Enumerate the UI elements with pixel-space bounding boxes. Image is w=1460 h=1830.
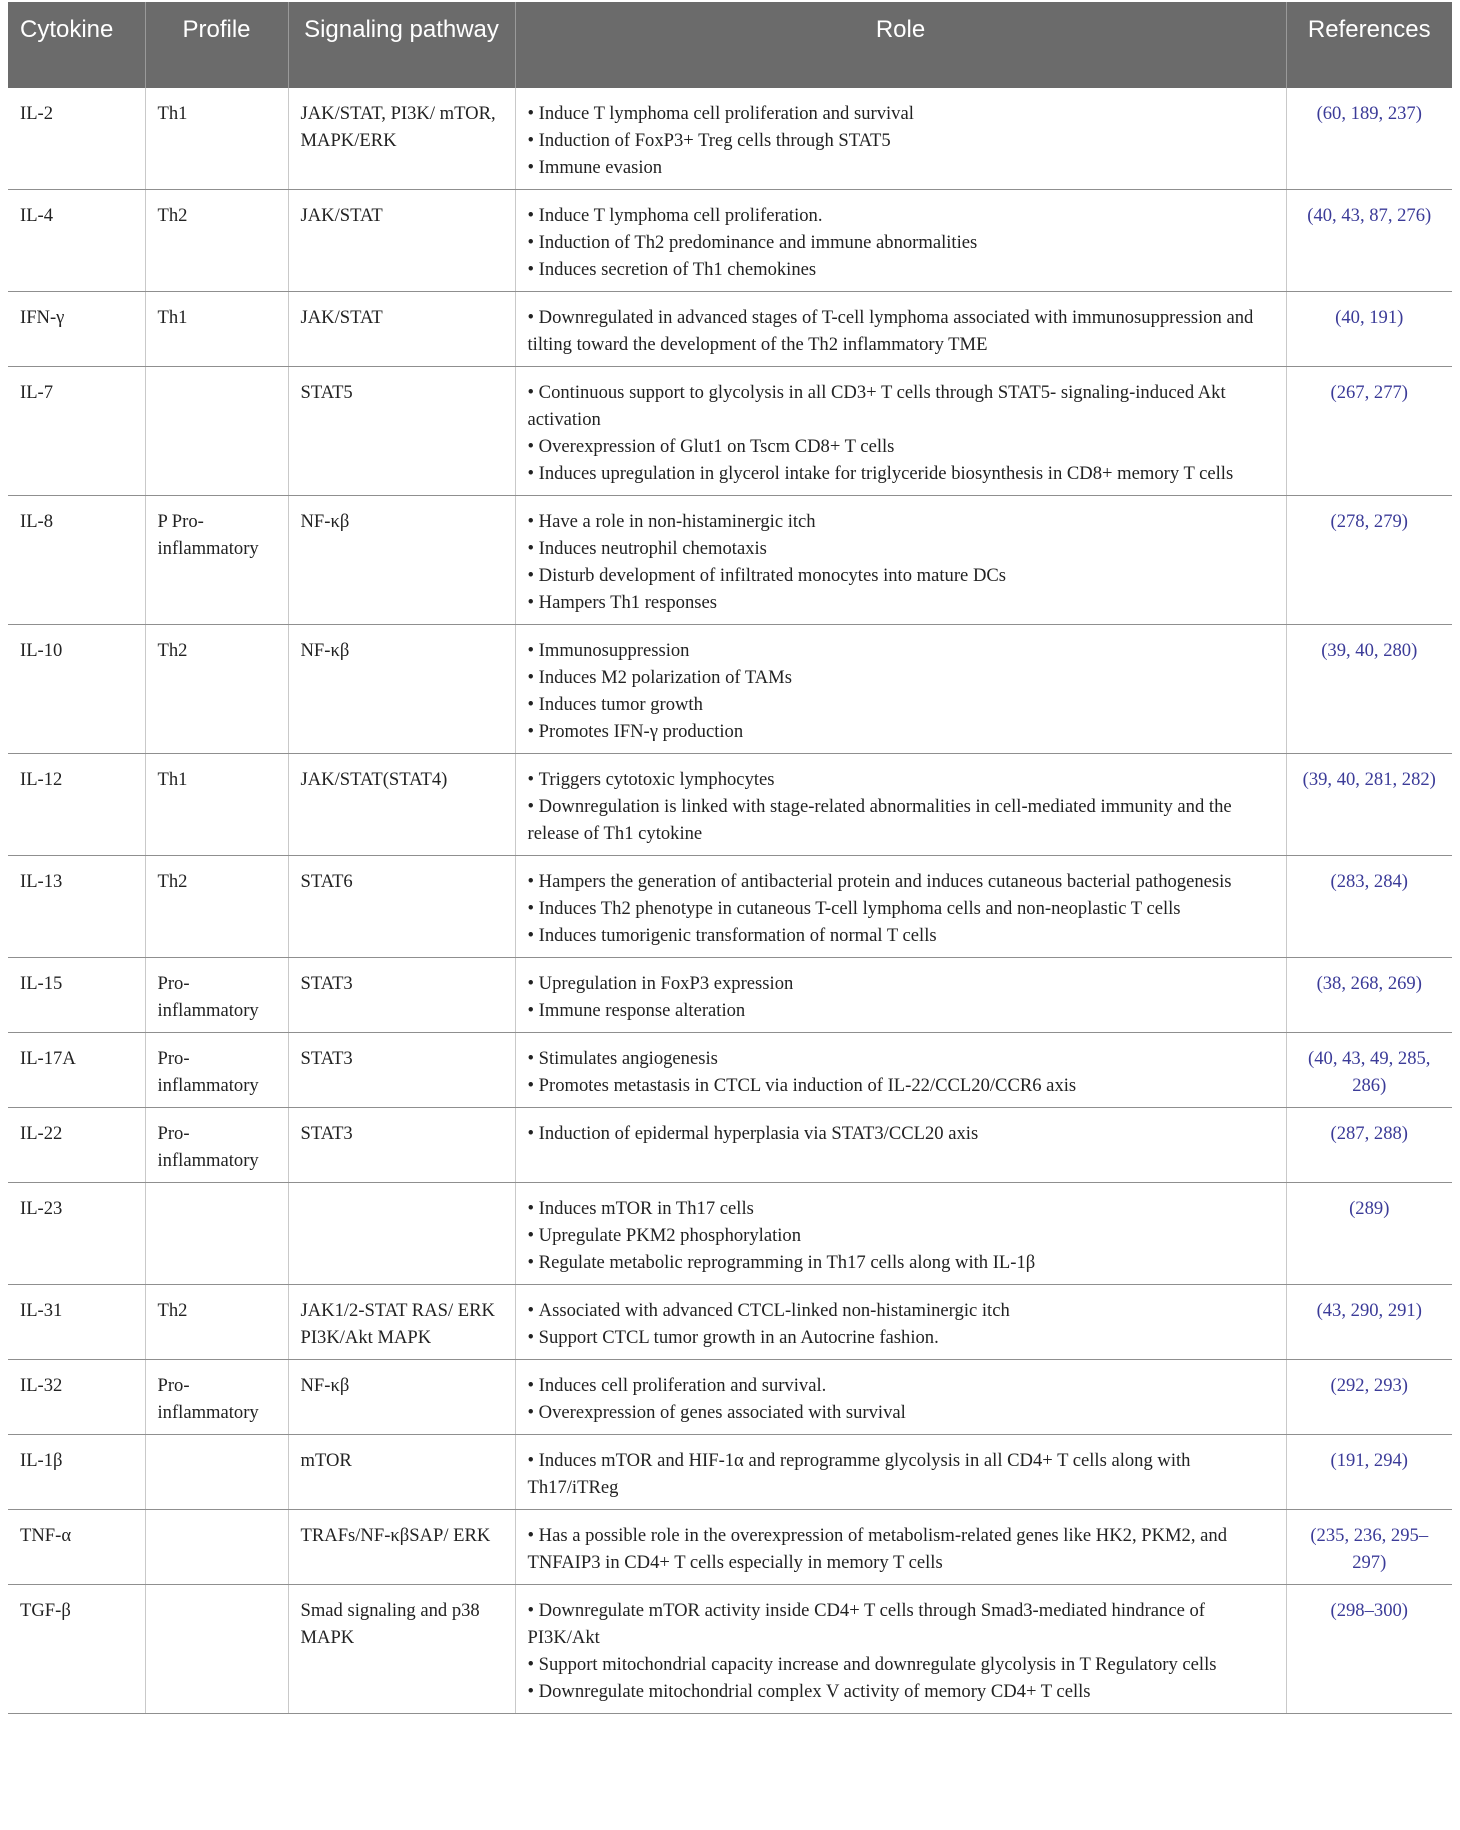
- role-item: • Induces secretion of Th1 chemokines: [528, 256, 1274, 283]
- cell-role: [515, 856, 1286, 958]
- role-item: • Immune response alteration: [528, 997, 1274, 1024]
- cell-signaling-pathway: JAK1/2-STAT RAS/ ERK PI3K/Akt MAPK: [288, 1285, 515, 1360]
- role-list: [528, 1120, 1274, 1147]
- role-item: • Induces mTOR and HIF-1α and reprogramme glycolysis in all CD4+ T cells along with Th17/iTReg: [528, 1447, 1274, 1501]
- cell-signaling-pathway: [288, 1183, 515, 1285]
- cell-role: [515, 1183, 1286, 1285]
- role-item: • Induction of FoxP3+ Treg cells through STAT5: [528, 127, 1274, 154]
- role-list: [528, 379, 1274, 487]
- cell-role: [515, 1360, 1286, 1435]
- table-row: [8, 88, 1452, 190]
- role-item: • Overexpression of Glut1 on Tscm CD8+ T cells: [528, 433, 1274, 460]
- cell-cytokine: IL-10: [8, 625, 145, 754]
- table-header: [8, 2, 1452, 88]
- role-item: • Downregulated in advanced stages of T-cell lymphoma associated with immunosuppression and tilting toward the development of the Th2 inflammatory TME: [528, 304, 1274, 358]
- role-item: • Associated with advanced CTCL-linked non-histaminergic itch: [528, 1297, 1274, 1324]
- cell-references: (39, 40, 281, 282): [1286, 754, 1452, 856]
- table-row: [8, 1585, 1452, 1714]
- cell-references: (278, 279): [1286, 496, 1452, 625]
- cell-signaling-pathway: NF-κβ: [288, 1360, 515, 1435]
- role-list: [528, 508, 1274, 616]
- cytokine-table-container: [8, 2, 1452, 1714]
- table-row: [8, 1360, 1452, 1435]
- role-list: [528, 304, 1274, 358]
- cell-signaling-pathway: mTOR: [288, 1435, 515, 1510]
- role-list: [528, 1522, 1274, 1576]
- role-item: • Induces Th2 phenotype in cutaneous T-cell lymphoma cells and non-neoplastic T cells: [528, 895, 1274, 922]
- cell-signaling-pathway: STAT3: [288, 1108, 515, 1183]
- role-item: • Promotes IFN-γ production: [528, 718, 1274, 745]
- role-item: • Immunosuppression: [528, 637, 1274, 664]
- cell-signaling-pathway: JAK/STAT: [288, 292, 515, 367]
- table-row: [8, 367, 1452, 496]
- role-list: [528, 1447, 1274, 1501]
- cell-profile: [145, 1435, 288, 1510]
- role-list: [528, 100, 1274, 181]
- table-row: [8, 190, 1452, 292]
- cell-signaling-pathway: STAT3: [288, 958, 515, 1033]
- role-item: • Overexpression of genes associated with survival: [528, 1399, 1274, 1426]
- role-item: • Support CTCL tumor growth in an Autocrine fashion.: [528, 1324, 1274, 1351]
- cell-cytokine: IL-7: [8, 367, 145, 496]
- role-list: [528, 1372, 1274, 1426]
- role-item: • Induces upregulation in glycerol intake for triglyceride biosynthesis in CD8+ memory T cells: [528, 460, 1274, 487]
- role-item: • Triggers cytotoxic lymphocytes: [528, 766, 1274, 793]
- cell-cytokine: IFN-γ: [8, 292, 145, 367]
- role-list: [528, 202, 1274, 283]
- role-item: • Induce T lymphoma cell proliferation and survival: [528, 100, 1274, 127]
- cell-profile: Pro-inflammatory: [145, 1108, 288, 1183]
- role-item: • Stimulates angiogenesis: [528, 1045, 1274, 1072]
- role-item: • Hampers Th1 responses: [528, 589, 1274, 616]
- role-item: • Support mitochondrial capacity increase and downregulate glycolysis in T Regulatory cells: [528, 1651, 1274, 1678]
- cell-cytokine: IL-12: [8, 754, 145, 856]
- cell-cytokine: IL-15: [8, 958, 145, 1033]
- cell-references: (60, 189, 237): [1286, 88, 1452, 190]
- role-list: [528, 1297, 1274, 1351]
- role-item: • Downregulate mitochondrial complex V activity of memory CD4+ T cells: [528, 1678, 1274, 1705]
- cell-signaling-pathway: JAK/STAT: [288, 190, 515, 292]
- cell-references: (292, 293): [1286, 1360, 1452, 1435]
- cell-references: (40, 43, 87, 276): [1286, 190, 1452, 292]
- header-references: References: [1286, 2, 1452, 88]
- cell-profile: Th2: [145, 625, 288, 754]
- table-row: [8, 496, 1452, 625]
- table-row: [8, 958, 1452, 1033]
- cell-role: [515, 88, 1286, 190]
- role-item: • Induction of Th2 predominance and immune abnormalities: [528, 229, 1274, 256]
- table-row: [8, 754, 1452, 856]
- role-list: [528, 766, 1274, 847]
- role-item: • Induces tumorigenic transformation of normal T cells: [528, 922, 1274, 949]
- cell-cytokine: IL-17A: [8, 1033, 145, 1108]
- cell-cytokine: IL-1β: [8, 1435, 145, 1510]
- cell-signaling-pathway: STAT6: [288, 856, 515, 958]
- cell-signaling-pathway: JAK/STAT, PI3K/ mTOR, MAPK/ERK: [288, 88, 515, 190]
- cell-signaling-pathway: NF-κβ: [288, 496, 515, 625]
- role-list: [528, 1597, 1274, 1705]
- table-row: [8, 1285, 1452, 1360]
- cell-role: [515, 1585, 1286, 1714]
- cell-profile: [145, 367, 288, 496]
- table-row: [8, 856, 1452, 958]
- role-item: • Upregulate PKM2 phosphorylation: [528, 1222, 1274, 1249]
- role-item: • Has a possible role in the overexpression of metabolism-related genes like HK2, PKM2, and TNFAIP3 in CD4+ T cells especially in memory T cells: [528, 1522, 1274, 1576]
- cell-cytokine: IL-8: [8, 496, 145, 625]
- cell-cytokine: IL-13: [8, 856, 145, 958]
- cell-references: (39, 40, 280): [1286, 625, 1452, 754]
- table-row: [8, 625, 1452, 754]
- header-row: [8, 2, 1452, 88]
- role-item: • Induces mTOR in Th17 cells: [528, 1195, 1274, 1222]
- cell-role: [515, 292, 1286, 367]
- role-item: • Induces tumor growth: [528, 691, 1274, 718]
- role-item: • Promotes metastasis in CTCL via induction of IL-22/CCL20/CCR6 axis: [528, 1072, 1274, 1099]
- cell-role: [515, 190, 1286, 292]
- role-item: • Downregulate mTOR activity inside CD4+ T cells through Smad3-mediated hindrance of PI3K/Akt: [528, 1597, 1274, 1651]
- cell-profile: Th1: [145, 754, 288, 856]
- cell-role: [515, 625, 1286, 754]
- role-list: [528, 868, 1274, 949]
- cell-references: (38, 268, 269): [1286, 958, 1452, 1033]
- cell-profile: Pro-inflammatory: [145, 958, 288, 1033]
- cell-cytokine: TNF-α: [8, 1510, 145, 1585]
- cell-cytokine: IL-22: [8, 1108, 145, 1183]
- cell-role: [515, 1435, 1286, 1510]
- cell-references: (235, 236, 295–297): [1286, 1510, 1452, 1585]
- header-cytokine: Cytokine: [8, 2, 145, 88]
- header-signaling-pathway: Signaling pathway: [288, 2, 515, 88]
- cell-profile: Pro-inflammatory: [145, 1033, 288, 1108]
- table-body: [8, 88, 1452, 1714]
- role-list: [528, 1045, 1274, 1099]
- cell-signaling-pathway: Smad signaling and p38 MAPK: [288, 1585, 515, 1714]
- cell-profile: Pro-inflammatory: [145, 1360, 288, 1435]
- role-list: [528, 970, 1274, 1024]
- cell-signaling-pathway: TRAFs/NF-κβSAP/ ERK: [288, 1510, 515, 1585]
- cell-role: [515, 496, 1286, 625]
- role-item: • Induces neutrophil chemotaxis: [528, 535, 1274, 562]
- role-item: • Induces cell proliferation and survival.: [528, 1372, 1274, 1399]
- cell-profile: [145, 1183, 288, 1285]
- cell-signaling-pathway: JAK/STAT(STAT4): [288, 754, 515, 856]
- cell-signaling-pathway: STAT5: [288, 367, 515, 496]
- role-list: [528, 637, 1274, 745]
- role-item: • Have a role in non-histaminergic itch: [528, 508, 1274, 535]
- cell-signaling-pathway: STAT3: [288, 1033, 515, 1108]
- table-row: [8, 1108, 1452, 1183]
- cell-references: (283, 284): [1286, 856, 1452, 958]
- role-item: • Hampers the generation of antibacterial protein and induces cutaneous bacterial pathogenesis: [528, 868, 1274, 895]
- cell-role: [515, 367, 1286, 496]
- table-row: [8, 1033, 1452, 1108]
- cell-profile: [145, 1585, 288, 1714]
- cell-profile: Th2: [145, 190, 288, 292]
- role-item: • Downregulation is linked with stage-related abnormalities in cell-mediated immunity and the release of Th1 cytokine: [528, 793, 1274, 847]
- cell-role: [515, 1510, 1286, 1585]
- cell-references: (40, 43, 49, 285, 286): [1286, 1033, 1452, 1108]
- cell-role: [515, 754, 1286, 856]
- cell-references: (267, 277): [1286, 367, 1452, 496]
- cell-cytokine: IL-23: [8, 1183, 145, 1285]
- role-item: • Disturb development of infiltrated monocytes into mature DCs: [528, 562, 1274, 589]
- cell-cytokine: TGF-β: [8, 1585, 145, 1714]
- role-item: • Upregulation in FoxP3 expression: [528, 970, 1274, 997]
- cell-profile: P Pro-inflammatory: [145, 496, 288, 625]
- cell-references: (298–300): [1286, 1585, 1452, 1714]
- cell-role: [515, 1285, 1286, 1360]
- cell-references: (289): [1286, 1183, 1452, 1285]
- cell-role: [515, 1108, 1286, 1183]
- table-row: [8, 292, 1452, 367]
- role-item: • Induction of epidermal hyperplasia via STAT3/CCL20 axis: [528, 1120, 1274, 1147]
- table-row: [8, 1435, 1452, 1510]
- cell-profile: Th2: [145, 856, 288, 958]
- header-profile: Profile: [145, 2, 288, 88]
- cell-role: [515, 1033, 1286, 1108]
- cell-role: [515, 958, 1286, 1033]
- cell-profile: Th1: [145, 88, 288, 190]
- cell-cytokine: IL-4: [8, 190, 145, 292]
- header-role: Role: [515, 2, 1286, 88]
- role-item: • Induces M2 polarization of TAMs: [528, 664, 1274, 691]
- role-item: • Induce T lymphoma cell proliferation.: [528, 202, 1274, 229]
- cell-cytokine: IL-31: [8, 1285, 145, 1360]
- role-item: • Regulate metabolic reprogramming in Th17 cells along with IL-1β: [528, 1249, 1274, 1276]
- role-item: • Continuous support to glycolysis in all CD3+ T cells through STAT5- signaling-induced Akt activation: [528, 379, 1274, 433]
- cell-profile: Th1: [145, 292, 288, 367]
- cell-cytokine: IL-2: [8, 88, 145, 190]
- cell-references: (43, 290, 291): [1286, 1285, 1452, 1360]
- cell-references: (191, 294): [1286, 1435, 1452, 1510]
- cytokine-table: [8, 2, 1452, 1714]
- table-row: [8, 1510, 1452, 1585]
- cell-references: (287, 288): [1286, 1108, 1452, 1183]
- table-row: [8, 1183, 1452, 1285]
- cell-profile: [145, 1510, 288, 1585]
- cell-references: (40, 191): [1286, 292, 1452, 367]
- cell-cytokine: IL-32: [8, 1360, 145, 1435]
- cell-signaling-pathway: NF-κβ: [288, 625, 515, 754]
- role-list: [528, 1195, 1274, 1276]
- cell-profile: Th2: [145, 1285, 288, 1360]
- role-item: • Immune evasion: [528, 154, 1274, 181]
